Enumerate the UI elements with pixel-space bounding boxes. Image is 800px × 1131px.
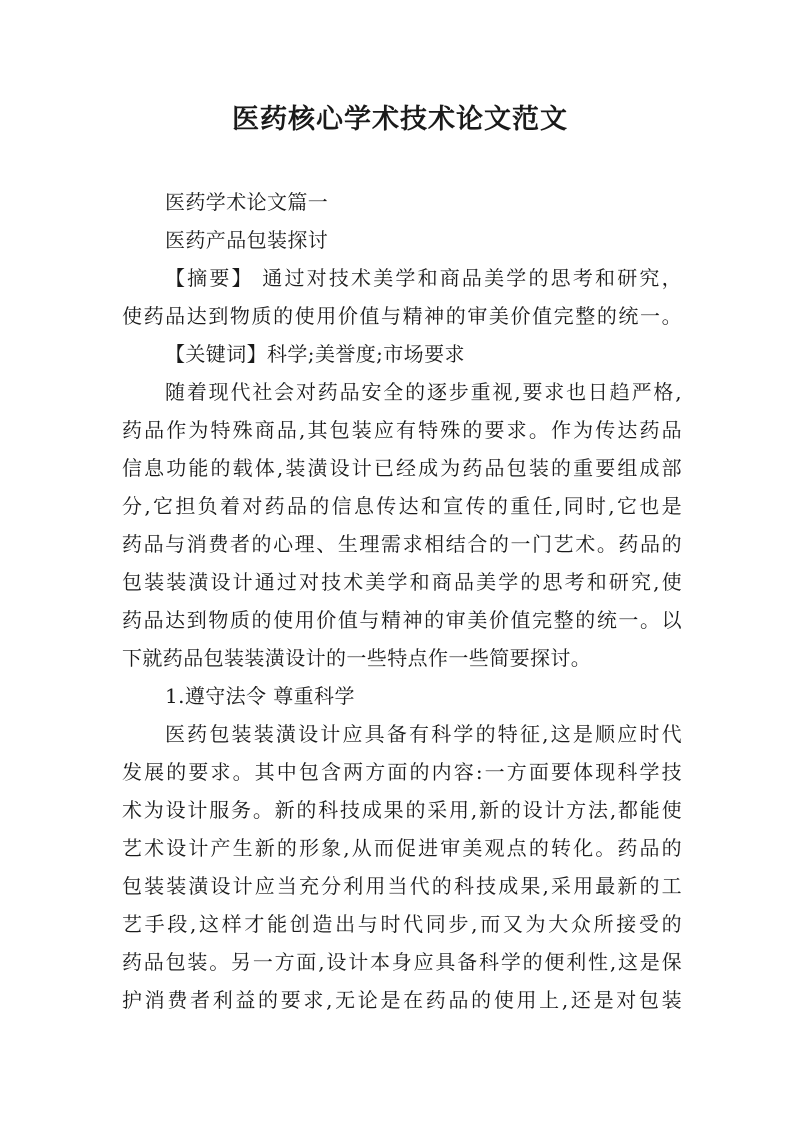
paragraph-line: 药品包装。另一方面,设计本身应具备科学的便利性,这是保 [122, 950, 682, 974]
abstract-line: 使药品达到物质的使用价值与精神的审美价值完整的统一。 [122, 304, 682, 328]
paragraph-line: 包装装潢设计通过对技术美学和商品美学的思考和研究,使 [122, 570, 682, 594]
paragraph-line: 信息功能的载体,装潢设计已经成为药品包装的重要组成部 [122, 456, 682, 480]
section-heading: 医药学术论文篇一 [165, 190, 329, 214]
article-subtitle: 医药产品包装探讨 [165, 228, 329, 252]
document-title: 医药核心学术技术论文范文 [232, 104, 568, 135]
paragraph-line: 包装装潢设计应当充分利用当代的科技成果,采用最新的工 [122, 874, 682, 898]
keywords-line: 【关键词】科学;美誉度;市场要求 [165, 342, 465, 366]
paragraph-line: 护消费者利益的要求,无论是在药品的使用上,还是对包装 [122, 988, 682, 1012]
paragraph-line: 艺术设计产生新的形象,从而促进审美观点的转化。药品的 [122, 836, 682, 860]
document-body [122, 183, 682, 1019]
paragraph-line: 医药包装装潢设计应具备有科学的特征,这是顺应时代 [165, 722, 682, 746]
paragraph-line: 药品达到物质的使用价值与精神的审美价值完整的统一。以 [122, 608, 682, 632]
paragraph-line: 发展的要求。其中包含两方面的内容:一方面要体现科学技 [122, 760, 682, 784]
abstract-line: 【摘要】 通过对技术美学和商品美学的思考和研究， [165, 266, 682, 290]
paragraph-line: 分,它担负着对药品的信息传达和宣传的重任,同时,它也是 [122, 494, 682, 518]
paragraph-line: 药品作为特殊商品,其包装应有特殊的要求。作为传达药品 [122, 418, 682, 442]
paragraph-line: 下就药品包装装潢设计的一些特点作一些简要探讨。 [122, 646, 592, 670]
paragraph-line: 术为设计服务。新的科技成果的采用,新的设计方法,都能使 [122, 798, 682, 822]
paragraph-line: 药品与消费者的心理、生理需求相结合的一门艺术。药品的 [122, 532, 682, 556]
numbered-heading: 1.遵守法令 尊重科学 [165, 684, 355, 708]
paragraph-line: 艺手段,这样才能创造出与时代同步,而又为大众所接受的 [122, 912, 682, 936]
paragraph-line: 随着现代社会对药品安全的逐步重视,要求也日趋严格, [165, 380, 682, 404]
